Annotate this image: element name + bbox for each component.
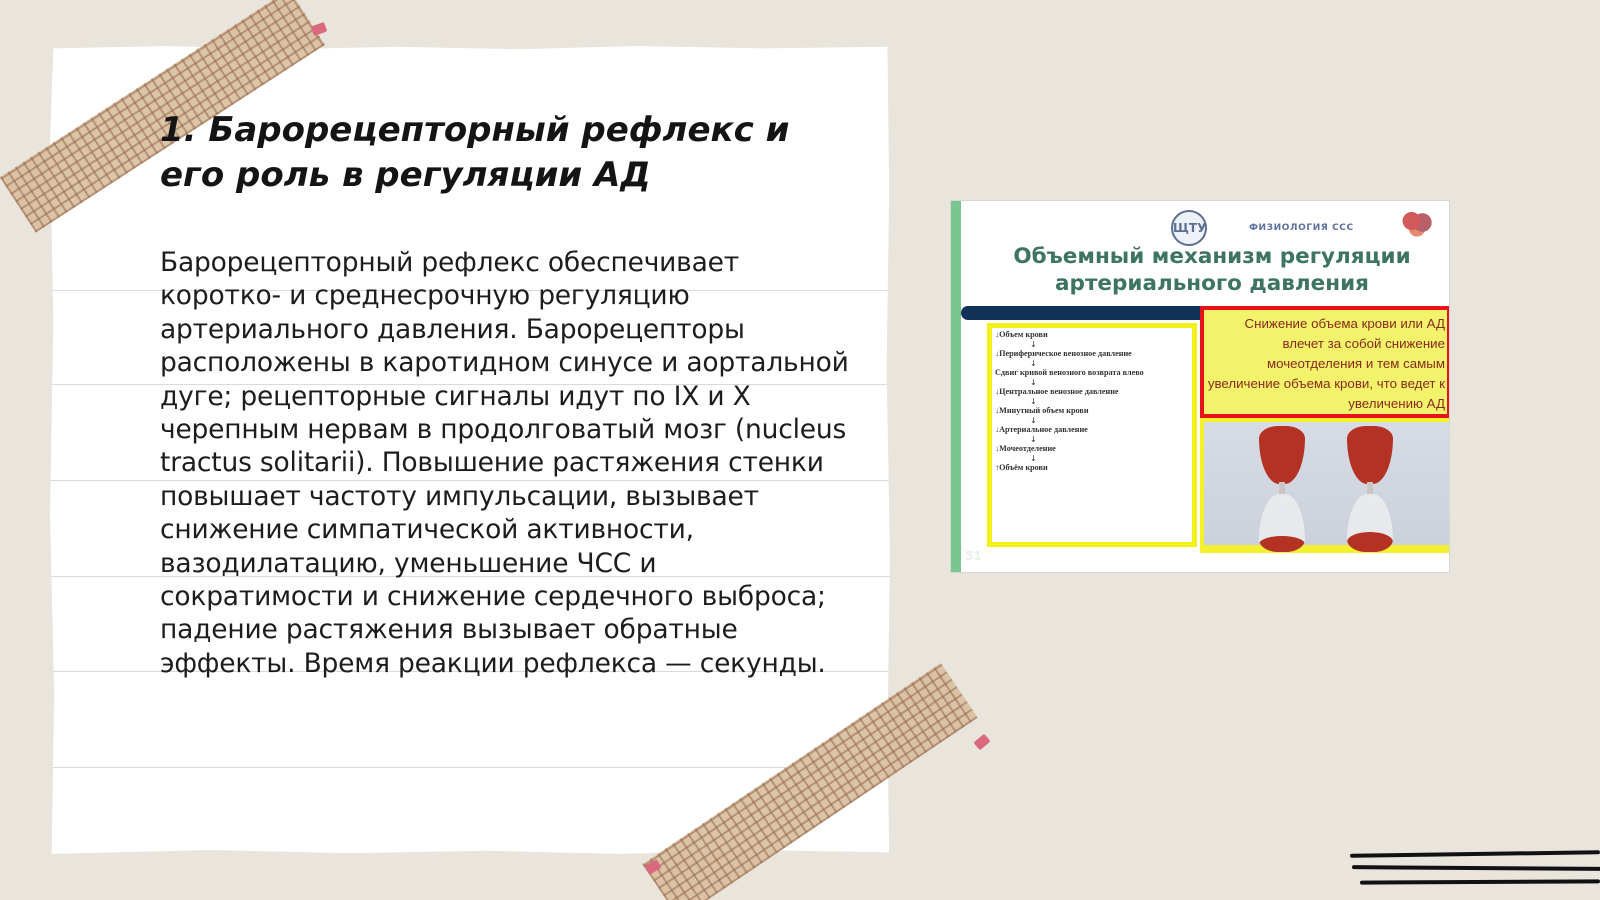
image-step: ↓Центральное венозное давление: [995, 387, 1119, 396]
heart-illustration-icon: [1399, 209, 1435, 239]
image-step: Сдвиг кривой венозного возврата влево: [995, 368, 1144, 377]
image-step: ↓Периферическое венозное давление: [995, 349, 1132, 358]
paper-rule: [50, 767, 890, 768]
slide-body-text: Барорецепторный рефлекс обеспечивает коротко- и среднесрочную регуляцию артериального давления. Барорецепторы расположены в каротидном синусе и аортальной дуге; рецепторные сигналы идут по IX и X черепным нервам в продолговатый мозг (nucleus tractus solitarii). Повышение растяжения стенки повышает частоту импульсации, вызывает снижение симпатической активности, вазодилатацию, уменьшение ЧСС и сократимости и снижение сердечного выброса; падение растяжения вызывает обратные эффекты. Время реакции рефлекса — секунды.: [160, 247, 849, 679]
tape-end-mark: [973, 734, 990, 751]
slide-title: 1. Барорецепторный рефлекс и его роль в регуляции АД: [160, 110, 790, 195]
university-logo-icon: ЩТУ: [1171, 210, 1207, 246]
down-arrow-icon: ↓: [1030, 359, 1037, 368]
down-arrow-icon: ↓: [1030, 435, 1037, 444]
down-arrow-icon: ↓: [1030, 378, 1037, 387]
down-arrow-icon: ↓: [1030, 416, 1037, 425]
image-step-list: [987, 323, 1197, 547]
down-arrow-icon: ↓: [1030, 397, 1037, 406]
embedded-slide-image: [950, 200, 1450, 573]
image-step: ↓Мочеотделение: [995, 444, 1056, 453]
tape-end-mark: [311, 22, 328, 36]
image-step: ↓Артериальное давление: [995, 425, 1088, 434]
image-note-box: Снижение объема крови или АД влечет за собой снижение мочеотделения и тем самым увеличение объема крови, что ведет к увеличению АД: [1200, 306, 1450, 418]
image-title: Объемный механизм регуляции артериального давления: [1013, 244, 1411, 296]
image-course-label: ФИЗИОЛОГИЯ ССС: [1249, 223, 1354, 233]
hourglass-photo: [1200, 418, 1450, 553]
image-page-number: 51: [965, 549, 982, 563]
down-arrow-icon: ↓: [1030, 454, 1037, 463]
scribble-line: [1352, 865, 1600, 871]
down-arrow-icon: ↓: [1030, 340, 1037, 349]
scribble-line: [1350, 850, 1600, 857]
image-step: ↑Объём крови: [995, 463, 1048, 472]
hourglass-icon: [1256, 426, 1308, 552]
image-step: ↓Объем крови: [995, 330, 1048, 339]
hourglass-icon: [1344, 426, 1396, 552]
scribble-line: [1360, 879, 1600, 884]
image-step: ↓Минутный объем крови: [995, 406, 1089, 415]
